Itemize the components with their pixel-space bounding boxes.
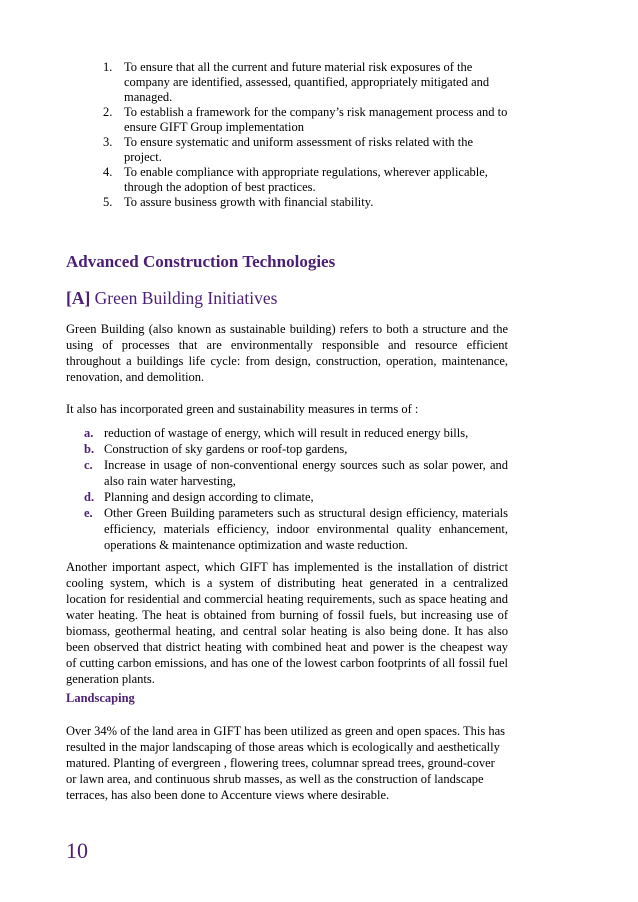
list-item-text: Planning and design according to climate, — [104, 490, 314, 504]
list-number: 3. — [103, 135, 113, 149]
list-item-text: To ensure that all the current and future material risk exposures of the company are identified, assessed, quantified, appropriately mitigated and managed. — [124, 60, 490, 104]
list-number: 1. — [103, 60, 113, 74]
list-number: 2. — [103, 105, 113, 119]
landscaping-paragraph: Over 34% of the land area in GIFT has been utilized as green and open spaces. This has resulted in the major landscaping of those areas which is ecologically and aesthetically matured. Planting of evergreen , flowering trees, columnar spread trees, ground-cover or lawn area, and continuous shrub masses, as well as the construction of landscape terraces, has also been done to Accenture views where desirable. — [66, 724, 505, 802]
landscaping-heading: Landscaping — [66, 691, 135, 705]
green-building-paragraph: Green Building (also known as sustainable building) refers to both a structure and the using of processes that are environmentally responsible and resource efficient throughout a buildings life cycle: from design, construction, operation, maintenance, renovation, and demolition. — [66, 322, 508, 384]
list-item — [103, 60, 513, 105]
objectives-list — [103, 60, 513, 210]
list-item — [103, 135, 513, 165]
district-cooling-paragraph: Another important aspect, which GIFT has implemented is the installation of district cooling system, which is a system of distributing heat generated in a centralized location for residential and commercial heating requirements, such as space heating and water heating. The heat is obtained from burning of fossil fuels, but increasing use of biomass, geothermal heating, and central solar heating is also being done. It has also been observed that district heating with combined heat and power is the cheapest way of cutting carbon emissions, and has one of the lowest carbon footprints of all fossil fuel generation plants. — [66, 560, 508, 686]
list-item-text: To establish a framework for the company’s risk management process and to ensure GIFT Group implementation — [124, 105, 508, 134]
page-number: 10 — [66, 838, 88, 863]
list-letter: a. — [84, 426, 94, 440]
subsection-title-text: Green Building Initiatives — [90, 288, 278, 308]
list-item — [84, 505, 508, 553]
list-letter: d. — [84, 490, 95, 504]
measures-list — [84, 425, 508, 553]
list-number: 5. — [103, 195, 113, 209]
section-title: Advanced Construction Technologies — [66, 252, 336, 271]
list-item-text: To enable compliance with appropriate regulations, wherever applicable, through the adoption of best practices. — [124, 165, 488, 194]
list-item — [84, 425, 508, 441]
list-item-text: To ensure systematic and uniform assessment of risks related with the project. — [124, 135, 474, 164]
list-letter: e. — [84, 506, 93, 520]
list-item-text: Increase in usage of non-conventional energy sources such as solar power, and also rain water harvesting, — [104, 458, 508, 488]
list-item-text: Other Green Building parameters such as structural design efficiency, materials efficiency, materials efficiency, indoor environmental quality enhancement, operations & maintenance optimization and waste reduction. — [104, 506, 508, 552]
list-item — [103, 165, 513, 195]
list-item-text: To assure business growth with financial stability. — [124, 195, 374, 209]
list-item — [84, 441, 508, 457]
measures-intro-paragraph: It also has incorporated green and sustainability measures in terms of : — [66, 402, 419, 416]
list-item — [103, 105, 513, 135]
list-item-text: Construction of sky gardens or roof-top gardens, — [104, 442, 348, 456]
subsection-marker: [A] — [66, 288, 91, 308]
list-item — [84, 489, 508, 505]
subsection-title — [66, 288, 277, 309]
list-item-text: reduction of wastage of energy, which will result in reduced energy bills, — [104, 426, 469, 440]
list-number: 4. — [103, 165, 113, 179]
list-letter: b. — [84, 442, 95, 456]
list-item — [103, 195, 513, 210]
list-item — [84, 457, 508, 489]
list-letter: c. — [84, 458, 93, 472]
